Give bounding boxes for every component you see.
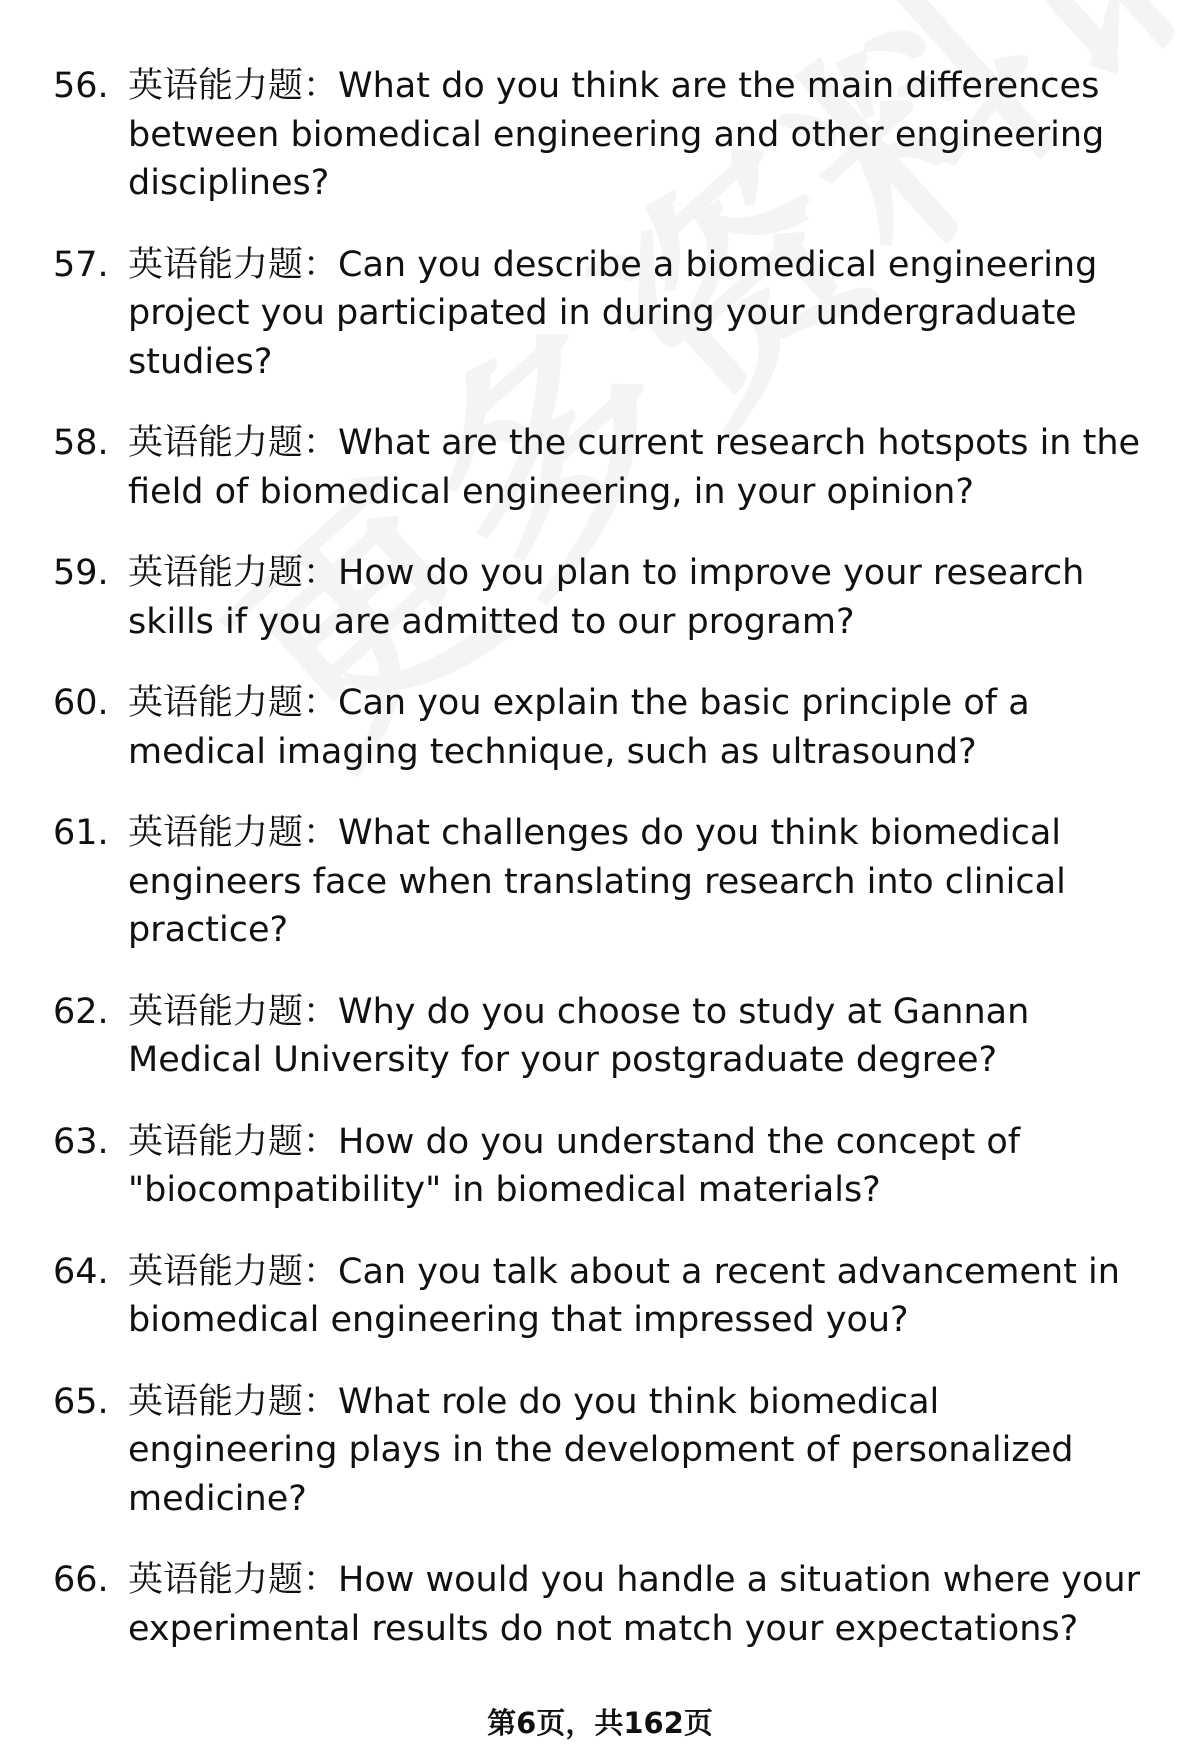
question-text: What do you think are the main differences between biomedical engineering and other engineering disciplines? xyxy=(128,66,1105,203)
question-category: 英语能力题： xyxy=(128,991,339,1032)
question-text: What role do you think biomedical engineering plays in the development of personalized medicine? xyxy=(128,1381,1074,1519)
question-item xyxy=(0,1378,1200,1524)
question-category: 英语能力题： xyxy=(128,1251,339,1292)
question-text: How would you handle a situation where your experimental results do not match your expectations? xyxy=(128,1560,1141,1649)
question-category: 英语能力题： xyxy=(128,244,339,285)
page-footer: 第6页，共162页 xyxy=(487,1706,713,1740)
question-item xyxy=(0,809,1200,955)
question-item xyxy=(0,62,1200,208)
question-category: 英语能力题： xyxy=(128,423,339,463)
question-text: How do you understand the concept of "biocompatibility" in biomedical materials? xyxy=(128,1121,1021,1210)
question-number: 65. xyxy=(53,1381,109,1422)
question-item xyxy=(0,1118,1200,1215)
question-text: How do you plan to improve your research skills if you are admitted to our program? xyxy=(128,553,1085,642)
question-item xyxy=(0,1556,1200,1653)
question-number: 62. xyxy=(53,991,109,1032)
question-category: 英语能力题： xyxy=(128,66,339,106)
question-item xyxy=(0,1248,1200,1345)
question-category: 英语能力题： xyxy=(128,1381,339,1422)
question-text: Why do you choose to study at Gannan Medical University for your postgraduate degree? xyxy=(128,991,1030,1080)
question-text: Can you describe a biomedical engineering project you participated in during your undergraduate studies? xyxy=(128,244,1098,382)
question-category: 英语能力题： xyxy=(128,553,339,593)
question-number: 66. xyxy=(53,1560,109,1600)
question-list xyxy=(0,62,1200,1686)
question-number: 56. xyxy=(53,66,109,106)
question-text: What are the current research hotspots in the field of biomedical engineering, in your opinion? xyxy=(128,423,1141,512)
question-number: 64. xyxy=(53,1251,109,1292)
question-number: 60. xyxy=(53,683,109,723)
question-item xyxy=(0,419,1200,516)
question-text: Can you explain the basic principle of a medical imaging technique, such as ultrasound? xyxy=(128,683,1030,772)
question-category: 英语能力题： xyxy=(128,1560,339,1600)
question-category: 英语能力题： xyxy=(128,813,339,853)
question-category: 英语能力题： xyxy=(128,683,339,723)
question-item xyxy=(0,679,1200,776)
question-number: 61. xyxy=(53,813,109,853)
question-text: Can you talk about a recent advancement in biomedical engineering that impressed you? xyxy=(128,1251,1120,1340)
question-number: 57. xyxy=(53,244,109,285)
question-number: 63. xyxy=(53,1121,109,1162)
question-number: 59. xyxy=(53,553,109,593)
question-item xyxy=(0,241,1200,387)
question-number: 58. xyxy=(53,423,109,463)
question-item xyxy=(0,988,1200,1085)
question-category: 英语能力题： xyxy=(128,1121,339,1162)
question-item xyxy=(0,549,1200,646)
question-text: What challenges do you think biomedical engineers face when translating research into clinical practice? xyxy=(128,813,1066,950)
